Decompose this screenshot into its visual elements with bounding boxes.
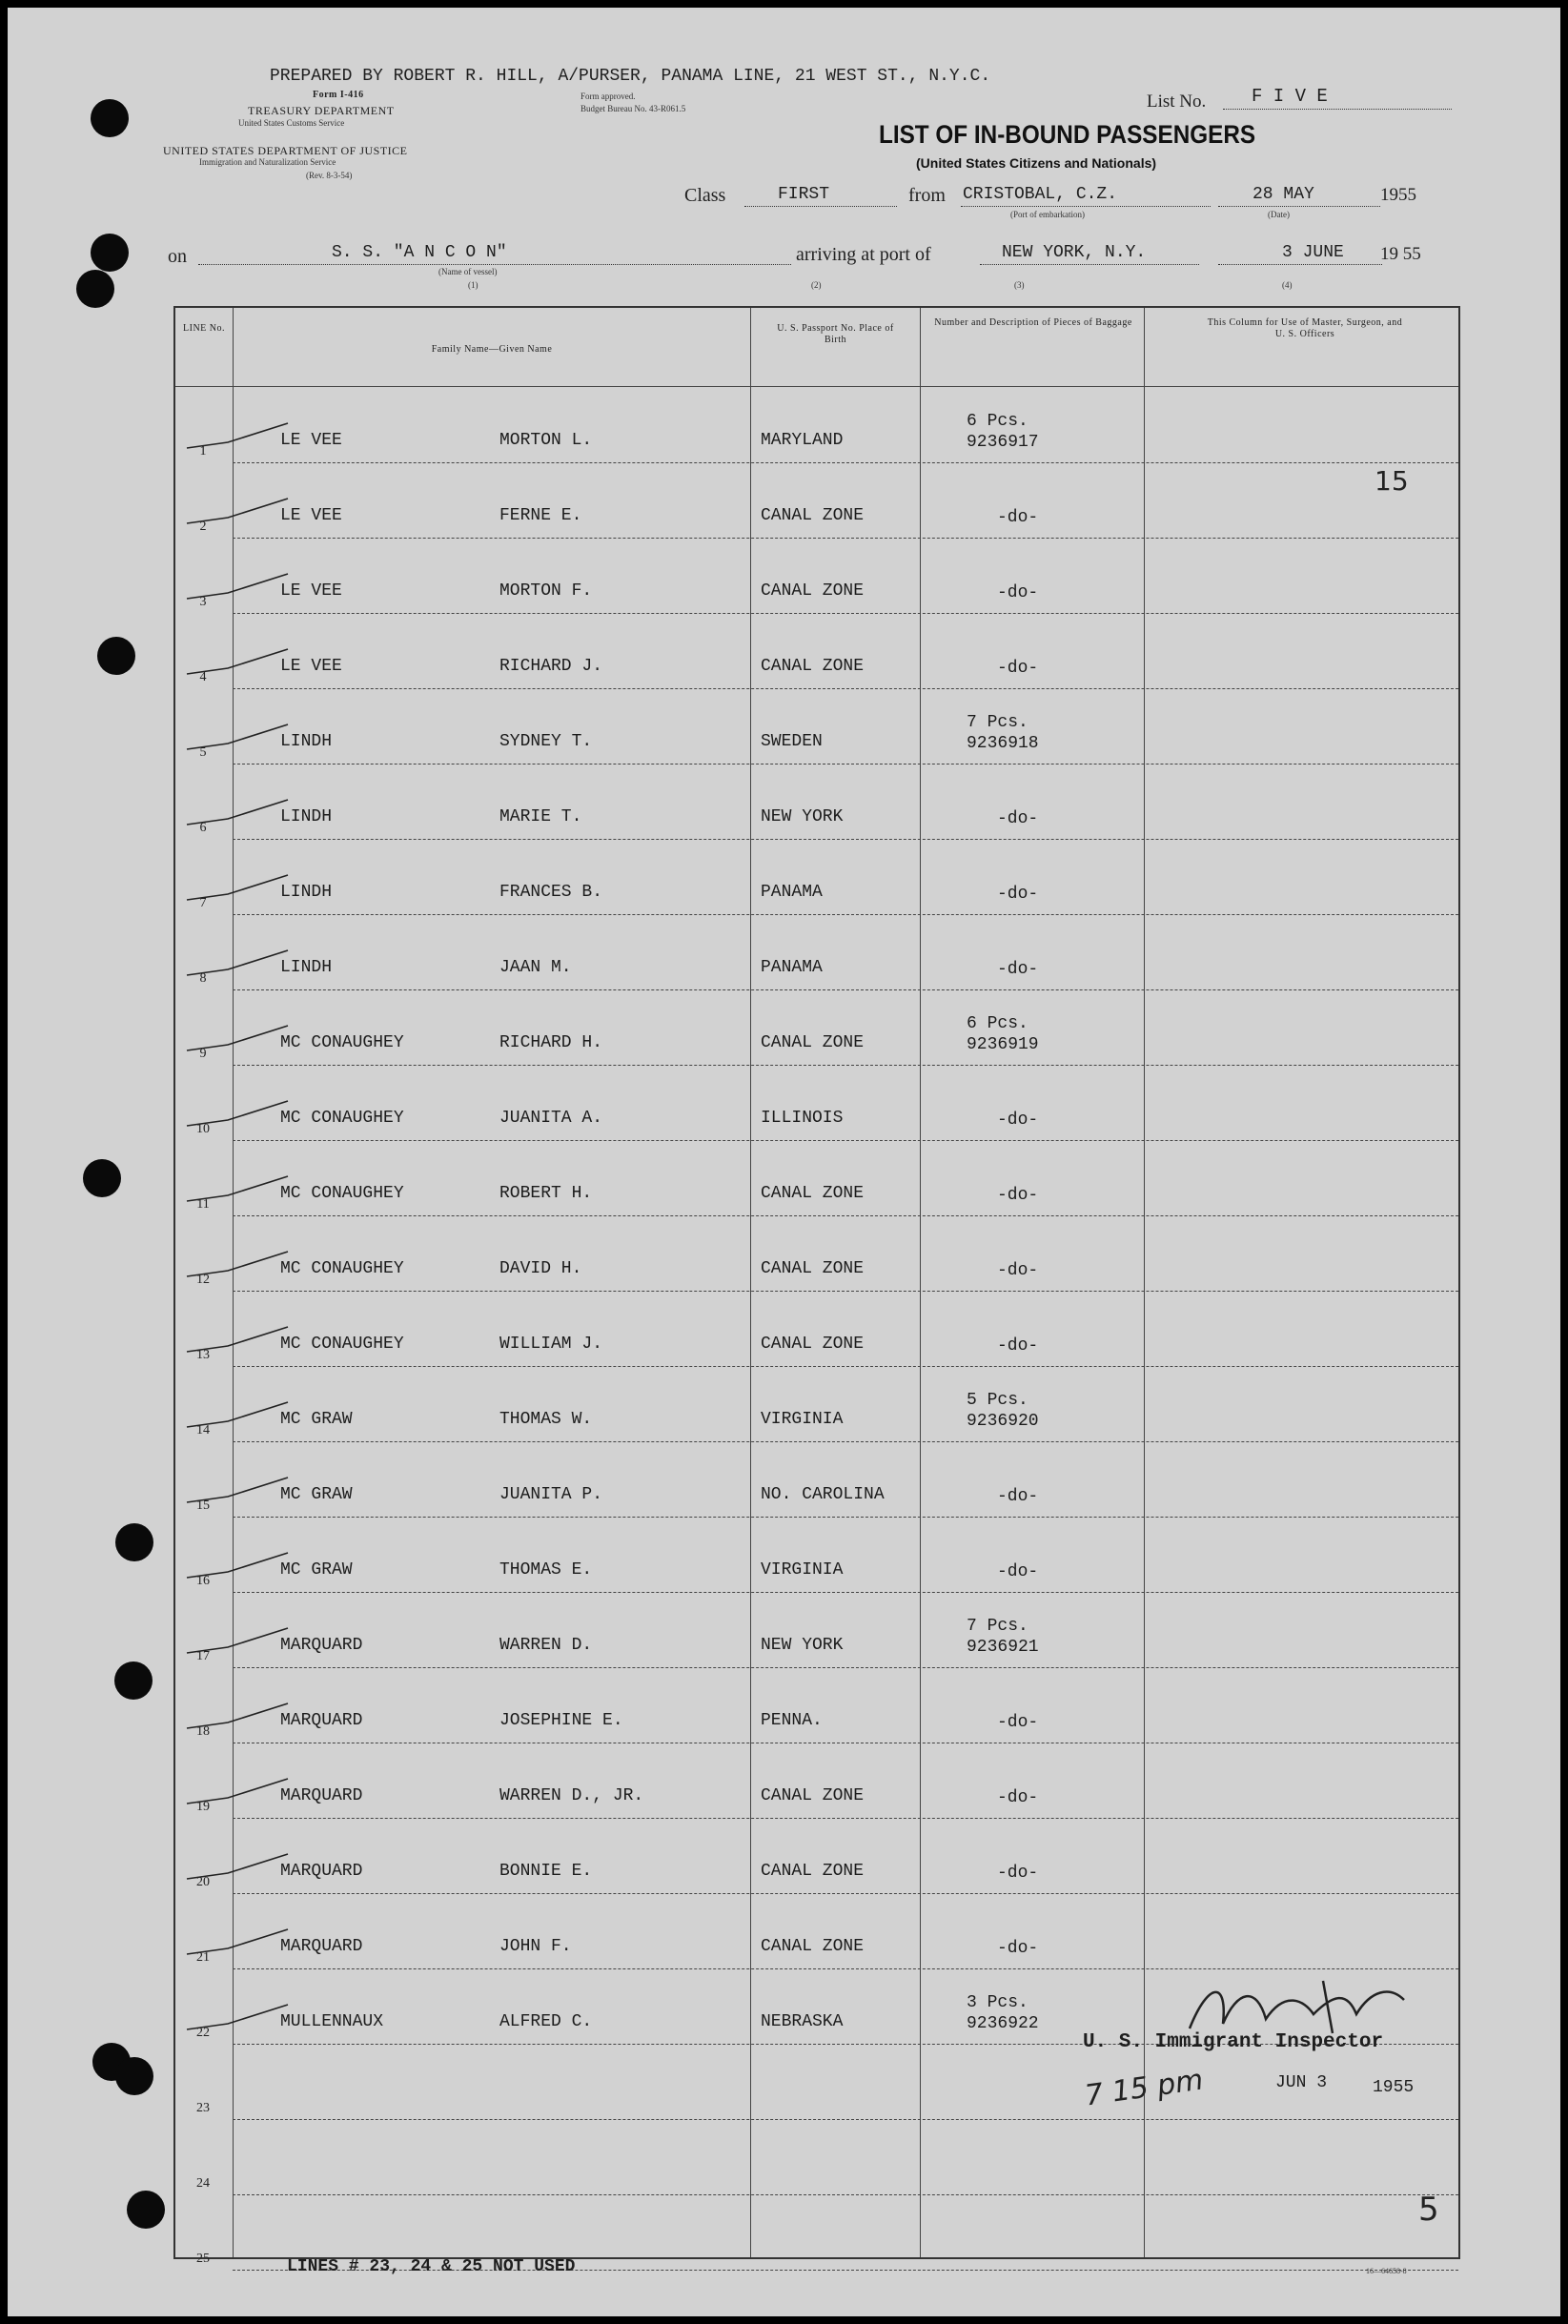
place-of-birth: CANAL ZONE: [761, 657, 865, 676]
punch-hole: [97, 637, 135, 675]
place-of-birth: CANAL ZONE: [761, 1184, 865, 1203]
unused-lines-note: LINES # 23, 24 & 25 NOT USED: [287, 2257, 576, 2276]
table-row: [175, 840, 1458, 915]
table-row: [175, 915, 1458, 990]
family-name: LINDH: [280, 732, 333, 751]
caption-1: (1): [468, 280, 479, 290]
place-of-birth: CANAL ZONE: [761, 1937, 865, 1956]
family-name: MC CONAUGHEY: [280, 1184, 404, 1203]
family-name: MARQUARD: [280, 1862, 363, 1881]
given-name: THOMAS E.: [499, 1560, 593, 1580]
table-row: [175, 1668, 1458, 1743]
family-name: LINDH: [280, 958, 333, 977]
caption-2: (2): [811, 280, 822, 290]
form-number: Form I-416: [313, 90, 364, 100]
given-name: WILLIAM J.: [499, 1335, 603, 1354]
punch-hole: [83, 1159, 121, 1197]
family-name: LINDH: [280, 883, 333, 902]
baggage-number: 9236920: [967, 1412, 1039, 1431]
check-tick-mark: [185, 873, 290, 902]
list-no-label: List No.: [1147, 92, 1207, 112]
line-number: 19: [196, 1800, 210, 1814]
line-number: 7: [199, 896, 207, 910]
given-name: DAVID H.: [499, 1259, 582, 1278]
caption-4: (4): [1282, 280, 1293, 290]
punch-hole: [91, 234, 129, 272]
line-number: 14: [196, 1423, 210, 1437]
family-name: LE VEE: [280, 431, 342, 450]
vessel-caption: (Name of vessel): [438, 267, 498, 276]
line-number: 24: [196, 2176, 210, 2191]
place-of-birth: PANAMA: [761, 958, 823, 977]
place-of-birth: CANAL ZONE: [761, 506, 865, 525]
punch-hole: [127, 2191, 165, 2229]
given-name: RICHARD H.: [499, 1033, 603, 1052]
family-name: MC GRAW: [280, 1560, 353, 1580]
baggage-number: -do-: [997, 508, 1039, 527]
class-line: [744, 206, 897, 207]
table-row: [175, 2045, 1458, 2120]
place-of-birth: CANAL ZONE: [761, 1335, 865, 1354]
baggage-number: 9236922: [967, 2014, 1039, 2033]
from-label: from: [908, 185, 946, 206]
arrival-date: 3 JUNE: [1282, 243, 1344, 262]
passenger-list-page: [8, 8, 1560, 2316]
place-of-birth: VIRGINIA: [761, 1560, 844, 1580]
place-of-birth: PENNA.: [761, 1711, 823, 1730]
given-name: FERNE E.: [499, 506, 582, 525]
justice-department: UNITED STATES DEPARTMENT OF JUSTICE: [163, 144, 408, 157]
place-of-birth: NEW YORK: [761, 1636, 844, 1655]
revision: (Rev. 8-3-54): [306, 171, 353, 180]
arrival-port-line: [980, 264, 1199, 265]
list-no-value: F I V E: [1252, 86, 1328, 107]
baggage-number: -do-: [997, 1186, 1039, 1205]
family-name: MC CONAUGHEY: [280, 1109, 404, 1128]
class-label: Class: [684, 185, 726, 206]
table-row: [175, 1367, 1458, 1442]
baggage-count: 6 Pcs.: [967, 412, 1028, 431]
line-number: 22: [196, 2026, 210, 2040]
table-row: [175, 2120, 1458, 2195]
date-caption: (Date): [1268, 210, 1290, 219]
budget-bureau: Budget Bureau No. 43-R061.5: [580, 104, 686, 113]
family-name: MARQUARD: [280, 1711, 363, 1730]
line-number: 21: [196, 1950, 210, 1965]
table-row: [175, 1141, 1458, 1216]
check-tick-mark: [185, 1852, 290, 1881]
family-name: MARQUARD: [280, 1636, 363, 1655]
arriving-label: arriving at port of: [796, 244, 931, 265]
vessel-name: S. S. "A N C O N": [332, 243, 507, 262]
list-no-line: [1223, 109, 1452, 110]
baggage-number: -do-: [997, 583, 1039, 602]
stamp-date: JUN 3: [1275, 2073, 1328, 2092]
baggage-number: -do-: [997, 1261, 1039, 1280]
arrival-date-line: [1218, 264, 1382, 265]
place-of-birth: NEW YORK: [761, 807, 844, 826]
baggage-number: 9236921: [967, 1638, 1039, 1657]
table-row: [175, 1819, 1458, 1894]
family-name: MC CONAUGHEY: [280, 1335, 404, 1354]
check-tick-mark: [185, 1777, 290, 1805]
punch-hole: [91, 99, 129, 137]
departure-date-line: [1218, 206, 1380, 207]
line-number: 10: [196, 1122, 210, 1136]
table-row: [175, 1216, 1458, 1292]
family-name: LE VEE: [280, 581, 342, 601]
given-name: ALFRED C.: [499, 2012, 593, 2031]
bottom-mark: 5: [1418, 2191, 1439, 2229]
given-name: WARREN D., JR.: [499, 1786, 644, 1805]
given-name: ROBERT H.: [499, 1184, 593, 1203]
header-baggage: Number and Description of Pieces of Baggage: [934, 317, 1132, 328]
family-name: MARQUARD: [280, 1937, 363, 1956]
baggage-number: 9236919: [967, 1035, 1039, 1054]
place-of-birth: CANAL ZONE: [761, 1786, 865, 1805]
arrival-port: NEW YORK, N.Y.: [1002, 243, 1147, 262]
table-row: [175, 1743, 1458, 1819]
given-name: SYDNEY T.: [499, 732, 593, 751]
baggage-number: -do-: [997, 1864, 1039, 1883]
family-name: MARQUARD: [280, 1786, 363, 1805]
page-title: LIST OF IN-BOUND PASSENGERS: [879, 120, 1256, 149]
arrival-year: 19 55: [1380, 244, 1421, 264]
form-approved: Form approved.: [580, 92, 636, 101]
line-number: 9: [199, 1047, 207, 1061]
table-row: [175, 1518, 1458, 1593]
header-passport: U. S. Passport No. Place of Birth: [777, 323, 894, 345]
check-tick-mark: [185, 1626, 290, 1655]
table-row: [175, 463, 1458, 539]
customs-service: United States Customs Service: [238, 118, 345, 128]
given-name: JUANITA P.: [499, 1485, 603, 1504]
family-name: MULLENNAUX: [280, 2012, 384, 2031]
line-number: 3: [199, 595, 207, 609]
baggage-number: -do-: [997, 1939, 1039, 1958]
place-of-birth: CANAL ZONE: [761, 581, 865, 601]
given-name: RICHARD J.: [499, 657, 603, 676]
header-officers: This Column for Use of Master, Surgeon, and U. S. Officers: [1207, 317, 1403, 339]
given-name: MORTON L.: [499, 431, 593, 450]
header-line-no: LINE No.: [183, 323, 225, 334]
punch-hole: [114, 1661, 153, 1700]
table-row: [175, 1593, 1458, 1668]
inspector-stamp: U. S. Immigrant Inspector: [1083, 2031, 1384, 2053]
check-tick-mark: [185, 1174, 290, 1203]
baggage-number: -do-: [997, 960, 1039, 979]
check-tick-mark: [185, 1099, 290, 1128]
embarkation-line: [961, 206, 1211, 207]
ins-service: Immigration and Naturalization Service: [199, 157, 336, 167]
line-number: 8: [199, 971, 207, 986]
line-number: 5: [199, 745, 207, 760]
departure-date: 28 MAY: [1252, 185, 1314, 204]
place-of-birth: PANAMA: [761, 883, 823, 902]
given-name: WARREN D.: [499, 1636, 593, 1655]
family-name: MC GRAW: [280, 1410, 353, 1429]
table-row: [175, 990, 1458, 1066]
baggage-count: 6 Pcs.: [967, 1014, 1028, 1033]
place-of-birth: NO. CAROLINA: [761, 1485, 885, 1504]
line-number: 17: [196, 1649, 210, 1663]
baggage-count: 7 Pcs.: [967, 1617, 1028, 1636]
baggage-number: -do-: [997, 1788, 1039, 1807]
baggage-number: -do-: [997, 1562, 1039, 1581]
place-of-birth: CANAL ZONE: [761, 1033, 865, 1052]
embarkation-caption: (Port of embarkation): [1010, 210, 1085, 219]
given-name: THOMAS W.: [499, 1410, 593, 1429]
baggage-number: -do-: [997, 809, 1039, 828]
prepared-by-line: PREPARED BY ROBERT R. HILL, A/PURSER, PANAMA LINE, 21 WEST ST., N.Y.C.: [270, 67, 991, 86]
place-of-birth: MARYLAND: [761, 431, 844, 450]
table-row: [175, 539, 1458, 614]
table-row: [175, 614, 1458, 689]
table-row: [175, 1442, 1458, 1518]
caption-3: (3): [1014, 280, 1025, 290]
treasury-department: TREASURY DEPARTMENT: [248, 104, 395, 117]
check-tick-mark: [185, 1400, 290, 1429]
family-name: MC GRAW: [280, 1485, 353, 1504]
check-tick-mark: [185, 647, 290, 676]
family-name: LINDH: [280, 807, 333, 826]
check-tick-mark: [185, 1702, 290, 1730]
line-number: 1: [199, 444, 207, 459]
place-of-birth: CANAL ZONE: [761, 1259, 865, 1278]
place-of-birth: CANAL ZONE: [761, 1862, 865, 1881]
table-row: [175, 689, 1458, 764]
check-tick-mark: [185, 723, 290, 751]
baggage-count: 7 Pcs.: [967, 713, 1028, 732]
table-row: [175, 1292, 1458, 1367]
given-name: MARIE T.: [499, 807, 582, 826]
baggage-number: -do-: [997, 1111, 1039, 1130]
table-row: [175, 764, 1458, 840]
given-name: BONNIE E.: [499, 1862, 593, 1881]
table-row: [175, 388, 1458, 463]
baggage-count: 3 Pcs.: [967, 1993, 1028, 2012]
family-name: LE VEE: [280, 506, 342, 525]
place-of-birth: ILLINOIS: [761, 1109, 844, 1128]
line-number: 18: [196, 1724, 210, 1739]
line-number: 15: [196, 1498, 210, 1513]
print-code: 16—64658-8: [1366, 2267, 1407, 2275]
baggage-number: -do-: [997, 659, 1039, 678]
check-tick-mark: [185, 1927, 290, 1956]
check-tick-mark: [185, 1024, 290, 1052]
port-of-embarkation: CRISTOBAL, C.Z.: [963, 185, 1118, 204]
line-number: 13: [196, 1348, 210, 1362]
inspector-signature: [1180, 1962, 1428, 2048]
check-tick-mark: [185, 948, 290, 977]
line-number: 23: [196, 2101, 210, 2115]
family-name: MC CONAUGHEY: [280, 1259, 404, 1278]
line-number: 16: [196, 1574, 210, 1588]
header-name: Family Name—Given Name: [431, 344, 553, 355]
vessel-line: [198, 264, 791, 265]
place-of-birth: SWEDEN: [761, 732, 823, 751]
given-name: FRANCES B.: [499, 883, 603, 902]
given-name: JOHN F.: [499, 1937, 572, 1956]
check-tick-mark: [185, 798, 290, 826]
baggage-number: -do-: [997, 885, 1039, 904]
check-tick-mark: [185, 421, 290, 450]
stamp-year: 1955: [1373, 2078, 1415, 2097]
check-tick-mark: [185, 1325, 290, 1354]
class-value: FIRST: [778, 185, 830, 204]
family-name: LE VEE: [280, 657, 342, 676]
check-tick-mark: [185, 1250, 290, 1278]
baggage-number: -do-: [997, 1713, 1039, 1732]
place-of-birth: VIRGINIA: [761, 1410, 844, 1429]
page-subtitle: (United States Citizens and Nationals): [916, 155, 1157, 171]
place-of-birth: NEBRASKA: [761, 2012, 844, 2031]
on-label: on: [168, 246, 187, 267]
punch-hole: [76, 270, 114, 308]
check-tick-mark: [185, 2003, 290, 2031]
page-count-annotation: 15: [1375, 465, 1409, 497]
family-name: MC CONAUGHEY: [280, 1033, 404, 1052]
baggage-count: 5 Pcs.: [967, 1391, 1028, 1410]
check-tick-mark: [185, 1551, 290, 1580]
baggage-number: -do-: [997, 1487, 1039, 1506]
line-number: 4: [199, 670, 207, 684]
given-name: JAAN M.: [499, 958, 572, 977]
line-number: 6: [199, 821, 207, 835]
line-number: 2: [199, 520, 207, 534]
handwritten-time-note: 7 15 pm: [1083, 2063, 1206, 2113]
line-number: 12: [196, 1273, 210, 1287]
given-name: JUANITA A.: [499, 1109, 603, 1128]
baggage-number: 9236918: [967, 734, 1039, 753]
given-name: JOSEPHINE E.: [499, 1711, 623, 1730]
line-number: 11: [196, 1197, 210, 1212]
check-tick-mark: [185, 1476, 290, 1504]
table-row: [175, 1066, 1458, 1141]
punch-hole: [115, 2057, 153, 2095]
baggage-number: -do-: [997, 1336, 1039, 1356]
line-number: 25: [196, 2252, 210, 2266]
punch-hole: [115, 1523, 153, 1561]
baggage-number: 9236917: [967, 433, 1039, 452]
check-tick-mark: [185, 497, 290, 525]
given-name: MORTON F.: [499, 581, 593, 601]
departure-year: 1955: [1380, 185, 1416, 205]
line-number: 20: [196, 1875, 210, 1889]
table-row: [175, 1894, 1458, 1969]
check-tick-mark: [185, 572, 290, 601]
table-header: [175, 308, 1458, 387]
